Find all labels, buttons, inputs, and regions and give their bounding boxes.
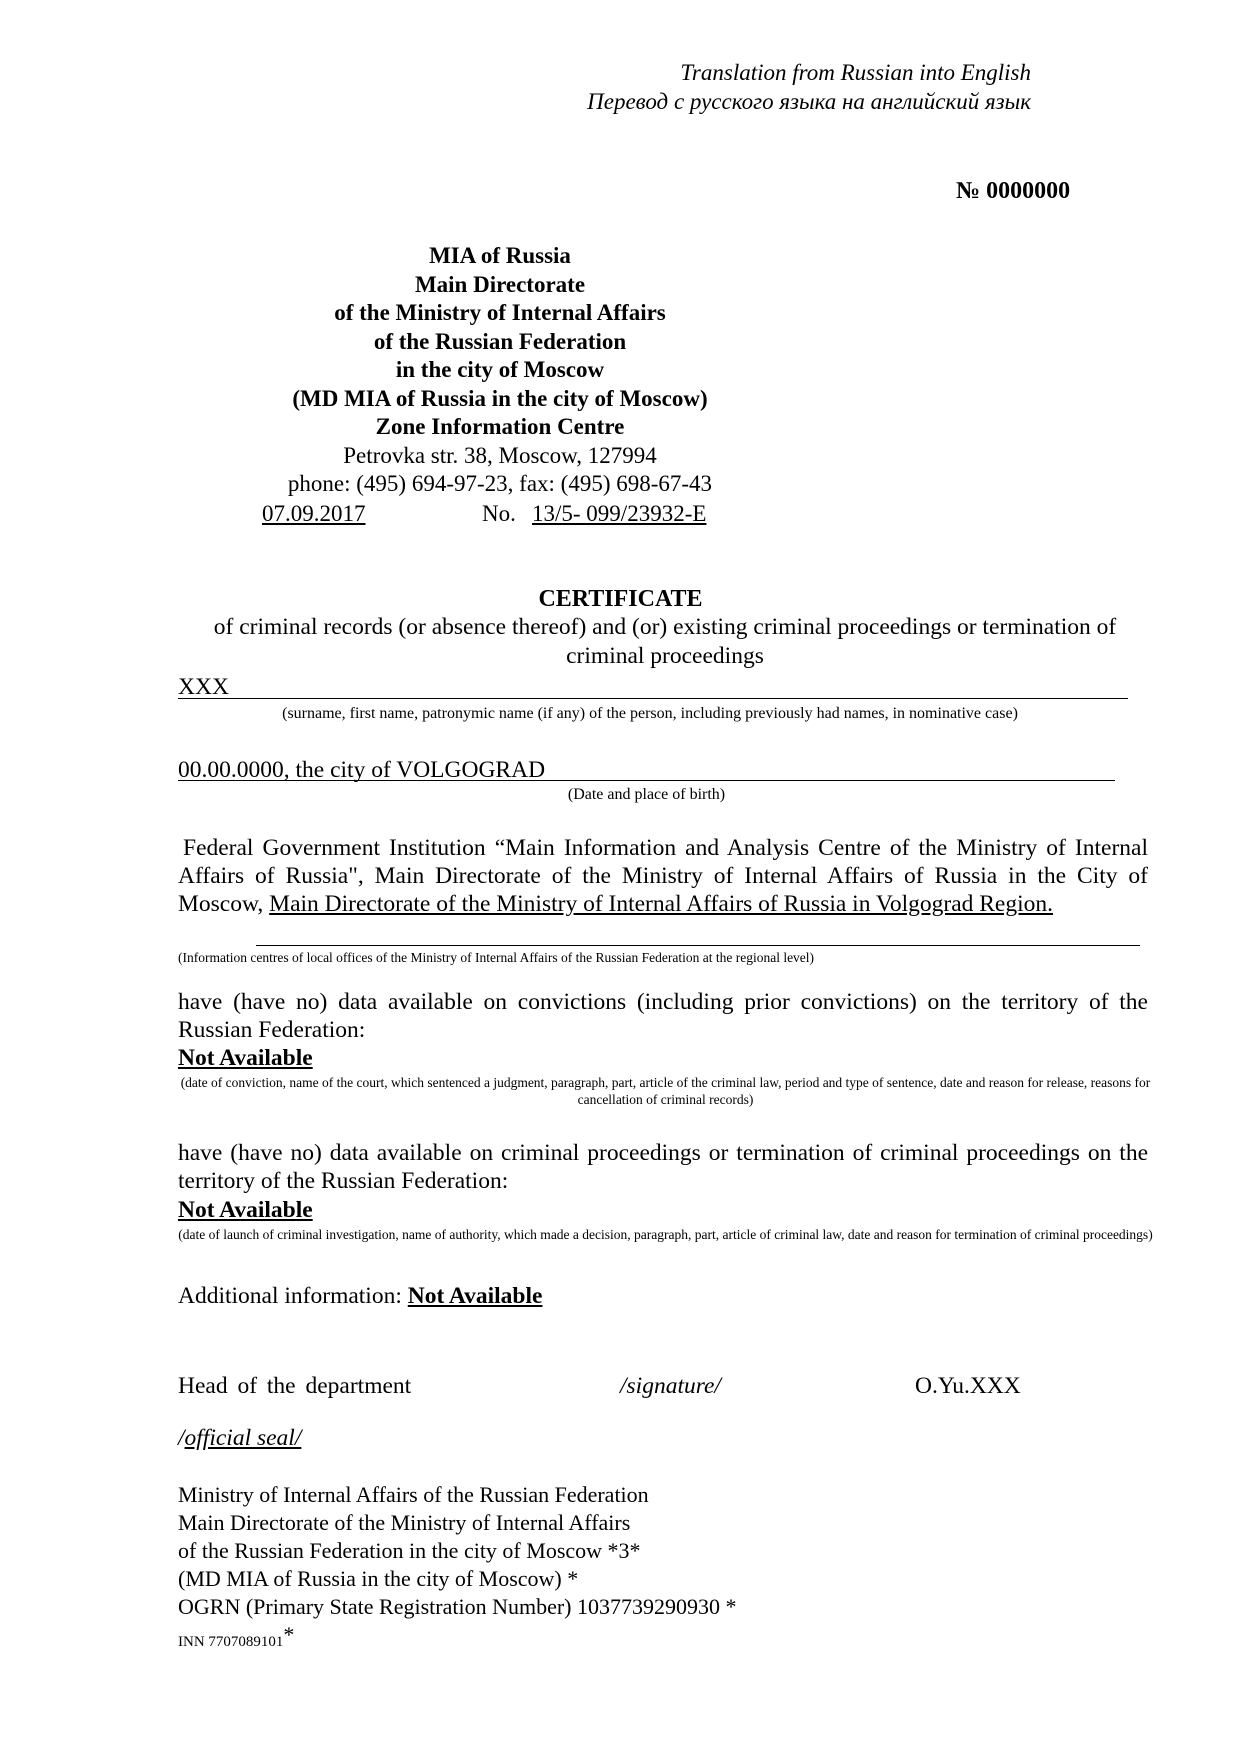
person-birth: 00.00.0000, the city of VOLGOGRAD <box>178 757 546 783</box>
signatory-position: Head of the department <box>178 1373 412 1399</box>
official-seal-prefix: / <box>178 1425 185 1451</box>
seal-text <box>178 1481 737 1621</box>
issuer-address: Petrovka str. 38, Moscow, 127994 <box>343 442 657 468</box>
issuer-block <box>220 242 780 499</box>
issue-number: 13/5- 099/23932-E <box>532 501 707 526</box>
inn-line <box>178 1622 295 1652</box>
convictions-caption: (date of conviction, name of the court, which sentenced a judgment, paragraph, part, article of the criminal law, period and type of sentence, date and reason for release, reasons for cancellation of criminal records) <box>180 1075 1151 1107</box>
institutions-plain: Federal Government Institution “Main Information and Analysis Centre of the Ministry of Internal Affairs of Russia", Main Directorate of the Ministry of Internal Affairs of Russia in the City of Moscow, <box>178 835 1148 917</box>
inn-mark: * <box>283 1622 295 1647</box>
institutions-text <box>178 834 1148 918</box>
official-seal-label: official seal/ <box>184 1425 302 1451</box>
seal-line-2: Main Directorate of the Ministry of Internal Affairs <box>178 1510 631 1535</box>
person-name-line <box>178 698 1128 699</box>
person-birth-caption: (Date and place of birth) <box>567 786 726 803</box>
issuer-contacts: phone: (495) 694-97-23, fax: (495) 698-67-43 <box>287 471 713 496</box>
certificate-title: CERTIFICATE <box>538 586 703 612</box>
additional-info <box>178 1282 542 1310</box>
issuer-line-2: Main Directorate <box>414 271 586 297</box>
seal-line-5: OGRN (Primary State Registration Number) 1037739290930 * <box>178 1594 737 1619</box>
additional-info-label: Additional information: <box>178 1283 402 1309</box>
translation-note-english: Translation from Russian into English <box>680 60 1031 85</box>
additional-info-value: Not Available <box>407 1283 543 1309</box>
certificate-subtitle: of criminal records (or absence thereof) and (or) existing criminal proceedings or termination of criminal proceedings <box>213 614 1117 669</box>
issuer-line-7: Zone Information Centre <box>375 414 625 439</box>
convictions-statement: have (have no) data available on convictions (including prior convictions) on the territory of the Russian Federation: <box>178 989 1148 1043</box>
certificate-number: № 0000000 <box>956 178 1071 204</box>
person-name-caption: (surname, first name, patronymic name (if any) of the person, including previously had names, in nominative case) <box>282 705 1018 722</box>
issuer-line-3: of the Ministry of Internal Affairs <box>334 300 666 325</box>
translation-note <box>587 58 1031 116</box>
issue-number-label: No. <box>482 501 516 526</box>
signatory-name: O.Yu.XXX <box>915 1373 1021 1399</box>
issuer-line-4: of the Russian Federation <box>373 328 627 354</box>
proceedings-value: Not Available <box>178 1197 313 1223</box>
convictions-value: Not Available <box>178 1045 313 1071</box>
signature: /signature/ <box>620 1373 721 1399</box>
issuer-line-6: (MD MIA of Russia in the city of Moscow) <box>292 385 708 411</box>
proceedings-caption: (date of launch of criminal investigation, name of authority, which made a decision, paragraph, part, article of criminal law, date and reason for termination of criminal proceedings) <box>178 1227 1153 1242</box>
issuer-line-1: MIA of Russia <box>429 243 571 268</box>
institutions-underlined: Main Directorate of the Ministry of Internal Affairs of Russia in Volgograd Region. <box>269 891 1054 917</box>
institutions-caption: (Information centres of local offices of the Ministry of Internal Affairs of the Russian Federation at the regional level) <box>178 950 815 965</box>
inn-text: INN 7707089101 <box>178 1634 284 1650</box>
issue-date: 07.09.2017 <box>262 501 366 526</box>
seal-line-3: of the Russian Federation in the city of Moscow *3* <box>178 1538 641 1563</box>
person-name: XXX <box>178 674 229 700</box>
institutions-line <box>256 945 1140 946</box>
translation-note-russian: Перевод с русского языка на английский язык <box>587 89 1031 114</box>
person-birth-line <box>178 780 1115 781</box>
proceedings-statement: have (have no) data available on criminal proceedings or termination of criminal proceedings on the territory of the Russian Federation: <box>178 1140 1148 1194</box>
issuer-line-5: in the city of Moscow <box>395 357 605 382</box>
seal-line-1: Ministry of Internal Affairs of the Russian Federation <box>178 1482 649 1507</box>
official-seal <box>178 1424 301 1452</box>
seal-line-4: (MD MIA of Russia in the city of Moscow) * <box>178 1566 579 1591</box>
